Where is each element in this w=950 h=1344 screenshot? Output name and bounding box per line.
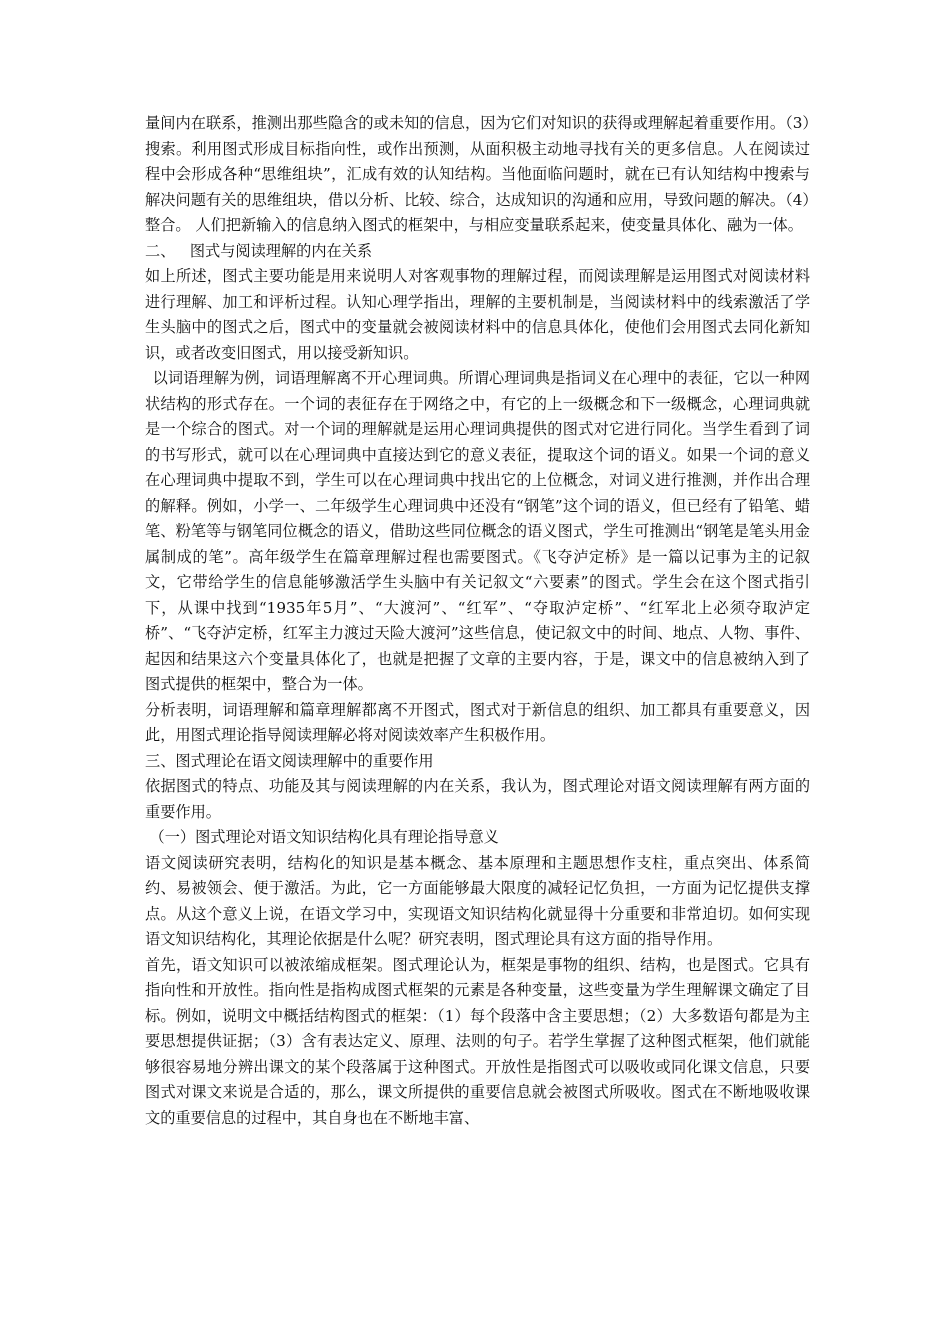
paragraph-framework: 首先，语文知识可以被浓缩成框架。图式理论认为，框架是事物的组织、结构，也是图式。它具有指向性和开放性。指向性是指构成图式框架的元素是各种变量，这些变量为学生理解课文确定了目标。例如，说明文中概括结构图式的框架：（1）每个段落中含主要思想；（2）大多数语句都是为主要思想提供证据；（3）含有表达定义、原理、法则的句子。若学生掌握了这种图式框架，他们就能够很容易地分辨出课文的某个段落属于这种图式。开放性是指图式可以吸收或同化课文信息，只要图式对课文来说是合适的，那么，课文所提供的重要信息就会被图式所吸收。图式在不断地吸收课文的重要信息的过程中，其自身也在不断地丰富、 (145, 955, 810, 1127)
section-heading-3: 三、图式理论在语文阅读理解中的重要作用 (145, 751, 434, 770)
paragraph-two-aspects: 依据图式的特点、功能及其与阅读理解的内在关系，我认为，图式理论对语文阅读理解有两方面的重要作用。 (145, 777, 810, 821)
section-heading-2: 二、 图式与阅读理解的内在关系 (145, 241, 373, 260)
document-body (145, 111, 810, 1131)
paragraph-structured-knowledge: 语文阅读研究表明，结构化的知识是基本概念、基本原理和主题思想作支柱，重点突出、体系简约、易被领会、便于激活。为此，它一方面能够最大限度的减轻记忆负担，一方面为记忆提供支撑点。从这个意义上说，在语文学习中，实现语文知识结构化就显得十分重要和非常迫切。如何实现语文知识结构化，其理论依据是什么呢？研究表明，图式理论具有这方面的指导作用。 (145, 853, 810, 948)
paragraph-analysis: 分析表明，词语理解和篇章理解都离不开图式，图式对于新信息的组织、加工都具有重要意义，因此，用图式理论指导阅读理解必将对阅读效率产生积极作用。 (145, 700, 810, 744)
paragraph-integration: 量间内在联系，推测出那些隐含的或未知的信息，因为它们对知识的获得或理解起着重要作用。（3）搜索。利用图式形成目标指向性，或作出预测，从面积极主动地寻找有关的更多信息。人在阅读过程中会形成各种“思维组块”，汇成有效的认知结构。当他面临问题时，就在已有认知结构中搜索与解决问题有关的思维组块，借以分析、比较、综合，达成知识的沟通和应用，导致问题的解决。（4）整合。 人们把新输入的信息纳入图式的框架中，与相应变量联系起来，使变量具体化、融为一体。 (145, 114, 810, 234)
subsection-heading-1: （一）图式理论对语文知识结构化具有理论指导意义 (149, 828, 499, 846)
paragraph-word-understanding: 以词语理解为例，词语理解离不开心理词典。所谓心理词典是指词义在心理中的表征，它以一种网状结构的形式存在。一个词的表征存在于网络之中，有它的上一级概念和下一级概念，心理词典就是一个综合的图式。对一个词的理解就是运用心理词典提供的图式对它进行同化。当学生看到了词的书写形式，就可以在心理词典中直接达到它的意义表征，提取这个词的语义。如果一个词的意义在心理词典中提取不到，学生可以在心理词典中找出它的上位概念，对词义进行推测，并作出合理的解释。例如，小学一、二年级学生心理词典中还没有“钢笔”这个词的语义，但已经有了铅笔、蜡笔、粉笔等与钢笔同位概念的语义，借助这些同位概念的语义图式，学生可推测出“钢笔是笔头用金属制成的笔”。高年级学生在篇章理解过程也需要图式。《飞夺泸定桥》是一篇以记事为主的记叙文，它带给学生的信息能够激活学生头脑中有关记叙文“六要素”的图式。学生会在这个图式指引下，从课中找到“1935年5月”、“大渡河”、“红军”、“夺取泸定桥”、“红军北上必须夺取泸定桥”、“飞夺泸定桥，红军主力渡过天险大渡河”这些信息，使记叙文中的时间、地点、人物、事件、起因和结果这六个变量具体化了，也就是把握了文章的主要内容，于是，课文中的信息被纳入到了图式提供的框架中，整合为一体。 (145, 369, 810, 693)
paragraph-schema-relation: 如上所述，图式主要功能是用来说明人对客观事物的理解过程，而阅读理解是运用图式对阅读材料进行理解、加工和评析过程。认知心理学指出，理解的主要机制是，当阅读材料中的线索激活了学生头脑中的图式之后，图式中的变量就会被阅读材料中的信息具体化，使他们会用图式去同化新知识，或者改变旧图式，用以接受新知识。 (145, 267, 810, 362)
